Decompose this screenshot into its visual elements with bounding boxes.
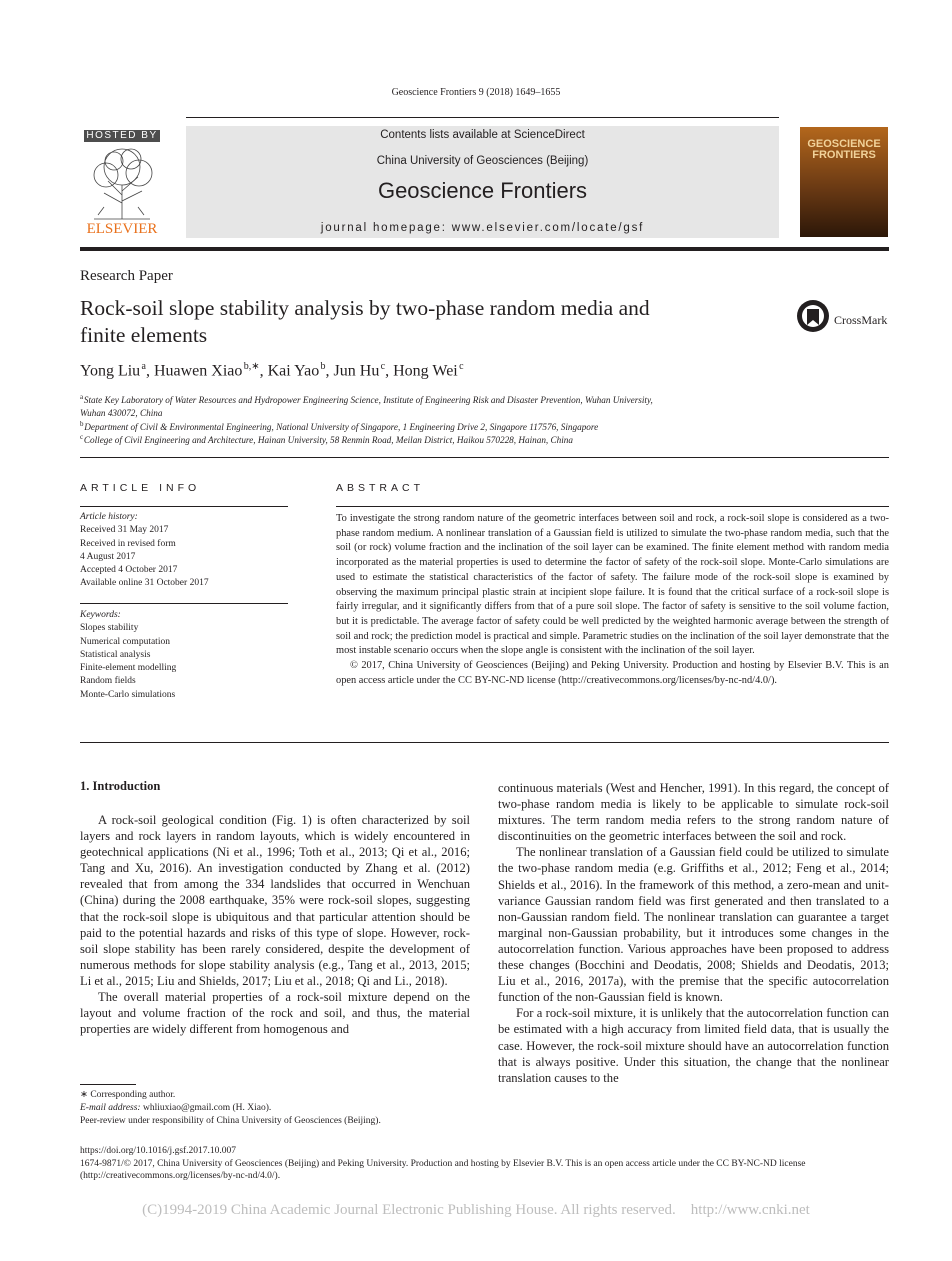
title-line-2: finite elements	[80, 323, 208, 347]
journal-banner	[186, 126, 779, 238]
corresponding-author-note: ∗ Corresponding author.	[80, 1090, 176, 1100]
doi-link[interactable]: https://doi.org/10.1016/j.gsf.2017.10.007	[80, 1146, 237, 1156]
history-item: 4 August 2017	[80, 551, 136, 562]
author-name[interactable]: Hong Wei	[393, 362, 458, 380]
article-info-heading: ARTICLE INFO	[80, 482, 201, 494]
author-sup: b	[320, 361, 326, 372]
affiliation-c	[80, 431, 573, 447]
divider	[80, 506, 288, 507]
cover-title-line1: GEOSCIENCE	[807, 138, 881, 150]
footnotes	[80, 1089, 480, 1129]
abstract-body	[336, 512, 889, 688]
hosted-by-label: HOSTED BY	[84, 130, 160, 142]
keyword-item: Random fields	[80, 676, 136, 687]
article-history	[80, 511, 288, 591]
section-heading-introduction: 1. Introduction	[80, 779, 161, 793]
keyword-item: Finite-element modelling	[80, 663, 177, 674]
affiliation-a	[80, 391, 653, 420]
author-name[interactable]: Huawen Xiao	[153, 362, 243, 380]
article-type: Research Paper	[80, 268, 173, 284]
affil-text: College of Civil Engineering and Architecture, Hainan University, 58 Renmin Road, Meilan District, Haikou 570228, Hainan, China	[83, 435, 573, 446]
email-link[interactable]: whliuxiao@gmail.com (H. Xiao).	[142, 1103, 272, 1114]
keyword-item: Statistical analysis	[80, 649, 151, 660]
affil-sup: b	[80, 420, 84, 428]
email-label: E-mail address:	[80, 1103, 141, 1114]
issn-copyright-line: 1674-9871/© 2017, China University of Geosciences (Beijing) and Peking University. Production and hosting by Elsevier B.V. This is an open access article under the CC BY-NC-ND license (http://creativecommons.org/licenses/by-nc-nd/4.0/).	[80, 1158, 806, 1182]
cover-title-line2: FRONTIERS	[812, 149, 876, 161]
author-name[interactable]: Jun Hu	[333, 362, 380, 380]
author-sup: c	[459, 361, 464, 372]
header-thick-rule	[80, 247, 889, 251]
keyword-item: Monte-Carlo simulations	[80, 689, 176, 700]
affil-text: State Key Laboratory of Water Resources and Hydropower Engineering Science, Institute of Engineering Risk and Disaster Prevention, Wuhan University,	[83, 395, 653, 406]
journal-name: Geoscience Frontiers	[377, 178, 588, 203]
right-column	[498, 780, 889, 1086]
keywords	[80, 609, 288, 702]
divider	[80, 742, 889, 743]
author-sup: a	[141, 361, 146, 372]
history-item: Accepted 4 October 2017	[80, 565, 178, 576]
divider	[80, 457, 889, 458]
journal-cover-image	[800, 127, 888, 237]
history-item: Available online 31 October 2017	[80, 578, 209, 589]
author-list: Yong Liu $^a$, Huawen Xiao $^{b,∗}$, Kai Yao $^b$, Jun Hu $^c$, Hong Wei $^c$	[80, 361, 464, 380]
title-line-1: Rock-soil slope stability analysis by two-phase random media and	[80, 296, 650, 320]
keyword-item: Slopes stability	[80, 623, 139, 634]
paragraph: continuous materials (West and Hencher, 1991). In this regard, the concept of two-phase random media is likely to be applicable to simulate rock-soil mixtures. The term random media refers to the strong random nature of discontinuities on the geometric interfaces between the soil and rock.	[498, 781, 889, 844]
affil-sup: a	[80, 393, 84, 401]
university-line: China University of Geosciences (Beijing)	[376, 155, 589, 167]
history-label: Article history:	[80, 512, 138, 522]
article-title	[80, 295, 780, 349]
email-note	[80, 1102, 480, 1115]
elsevier-tree-logo	[84, 145, 160, 221]
affil-text: Department of Civil & Environmental Engineering, National University of Singapore, 1 Engineering Drive 2, Singapore 117576, Singapore	[84, 422, 599, 433]
affil-sup: c	[80, 433, 84, 441]
author-sup: b,∗	[243, 361, 260, 372]
journal-homepage-link[interactable]: journal homepage: www.elsevier.com/locate/gsf	[320, 222, 645, 234]
abstract-heading: ABSTRACT	[336, 482, 425, 494]
header-top-rule	[186, 117, 779, 118]
journal-citation: Geoscience Frontiers 9 (2018) 1649–1655	[391, 87, 561, 98]
paragraph: The overall material properties of a rock-soil mixture depend on the layout and volume fraction of the rock and soil, and thus, the material properties are widely different from homogenous and	[80, 990, 470, 1037]
abstract-text: To investigate the strong random nature of the geometric interfaces between soil and rock, a rock-soil slope is considered as a two-phase random medium. A nonlinear translation of a Gaussian field is utilized to simulate the two-phase random media, such that the soil (or rock) volume fraction and the inclination of the soil layer can be examined. The finite element method with random media incorporated as the material properties is used to determine the factor of safety of the rock-soil slope. Monte-Carlo simulations are used to estimate the statistical characteristics of the factor of safety. The failure mode of the rock-soil slope is examined by observing the maximum principal plastic strain at incipient slope failure. It is found that the critical surface of a rock-soil slope is fairly irregular, and it significantly differs from that of a pure soil slope. The factor of safety is sensitive to the soil volume faction, but it is predictable. The average factor of safety could be well predicted by the weighted harmonic average between the strength of soil and rock; the prediction model is practical and simple. Parametric studies on the inclination of the soil layer demonstrate that the most instable scenario occurs when the slope angle is consistent with the inclination of the soil layer.	[336, 513, 889, 657]
crossmark-label[interactable]: CrossMark	[834, 313, 888, 327]
doi-block	[80, 1145, 889, 1183]
author-name[interactable]: Kai Yao	[267, 362, 320, 380]
keyword-item: Numerical computation	[80, 636, 170, 647]
paragraph: The nonlinear translation of a Gaussian field could be utilized to simulate the two-phase random media (e.g. Griffiths et al., 2012; Feng et al., 2014; Shields et al., 2016). In the framework of this method, a zero-mean and unit-variance Gaussian random field was first generated and then translated to a non-Gaussian random field. The nonlinear translation can guarantee a target marginal non-Gaussian probability, but it introduces some changes in the autocorrelation function. Various approaches have been proposed to address these changes (Bocchini and Deodatis, 2008; Shields and Deodatis, 2013; Liu et al., 2016, 2017a), with the premise that the specific autocorrelation function of the non-Gaussian field is known.	[498, 845, 889, 1005]
divider	[336, 506, 889, 507]
divider	[80, 603, 288, 604]
paragraph: A rock-soil geological condition (Fig. 1) is often characterized by soil layers and rock layers in random layouts, which is widely encountered in geotechnical applications (Ni et al., 1996; Toth et al., 2013; Qi et al., 2016; Tang and Xu, 2016). An investigation conducted by Zhang et al. (2012) revealed that from among the 334 landslides that occurred in Wenchuan (China) during the 2008 earthquake, 35% were rock-soil slopes, suggesting that the rock-soil slope is ubiquitous and that particular attention should be paid to the potential hazards and risks of this type of slope. However, rock-soil slope stability has been rarely considered, despite the development of numerous methods for slope stability analysis (e.g., Tang et al., 2013, 2015; Li et al., 2015; Liu and Shields, 2017; Liu et al., 2018; Qi and Li., 2018).	[80, 813, 470, 988]
author-sup: c	[380, 361, 386, 372]
crossmark-icon[interactable]	[796, 299, 830, 338]
history-item: Received in revised form	[80, 538, 176, 549]
paragraph: For a rock-soil mixture, it is unlikely that the autocorrelation function can be estimated with a high accuracy from limited field data, that is usually the case. However, the rock-soil mixture should have an autocorrelation function that is always positive. Under this situation, the change that the nonlinear translation causes to the	[498, 1006, 889, 1085]
affil-text-cont: Wuhan 430072, China	[80, 408, 163, 419]
elsevier-wordmark: ELSEVIER	[86, 221, 158, 237]
left-column	[80, 812, 470, 1037]
keywords-label: Keywords:	[80, 610, 121, 620]
abstract-copyright: © 2017, China University of Geosciences (Beijing) and Peking University. Production and hosting by Elsevier B.V. This is an open access article under the CC BY-NC-ND license (http://creativecommons.org/licenses/by-nc-nd/4.0/).	[336, 660, 889, 686]
footnote-rule	[80, 1084, 136, 1085]
cnki-watermark: (C)1994-2019 China Academic Journal Electronic Publishing House. All rights reserved. http://www.cnki.net	[142, 1202, 810, 1218]
contents-line: Contents lists available at ScienceDirect	[380, 129, 585, 141]
peer-review-note: Peer-review under responsibility of China University of Geosciences (Beijing).	[80, 1116, 381, 1127]
author-name[interactable]: Yong Liu	[80, 362, 141, 380]
history-item: Received 31 May 2017	[80, 525, 169, 536]
